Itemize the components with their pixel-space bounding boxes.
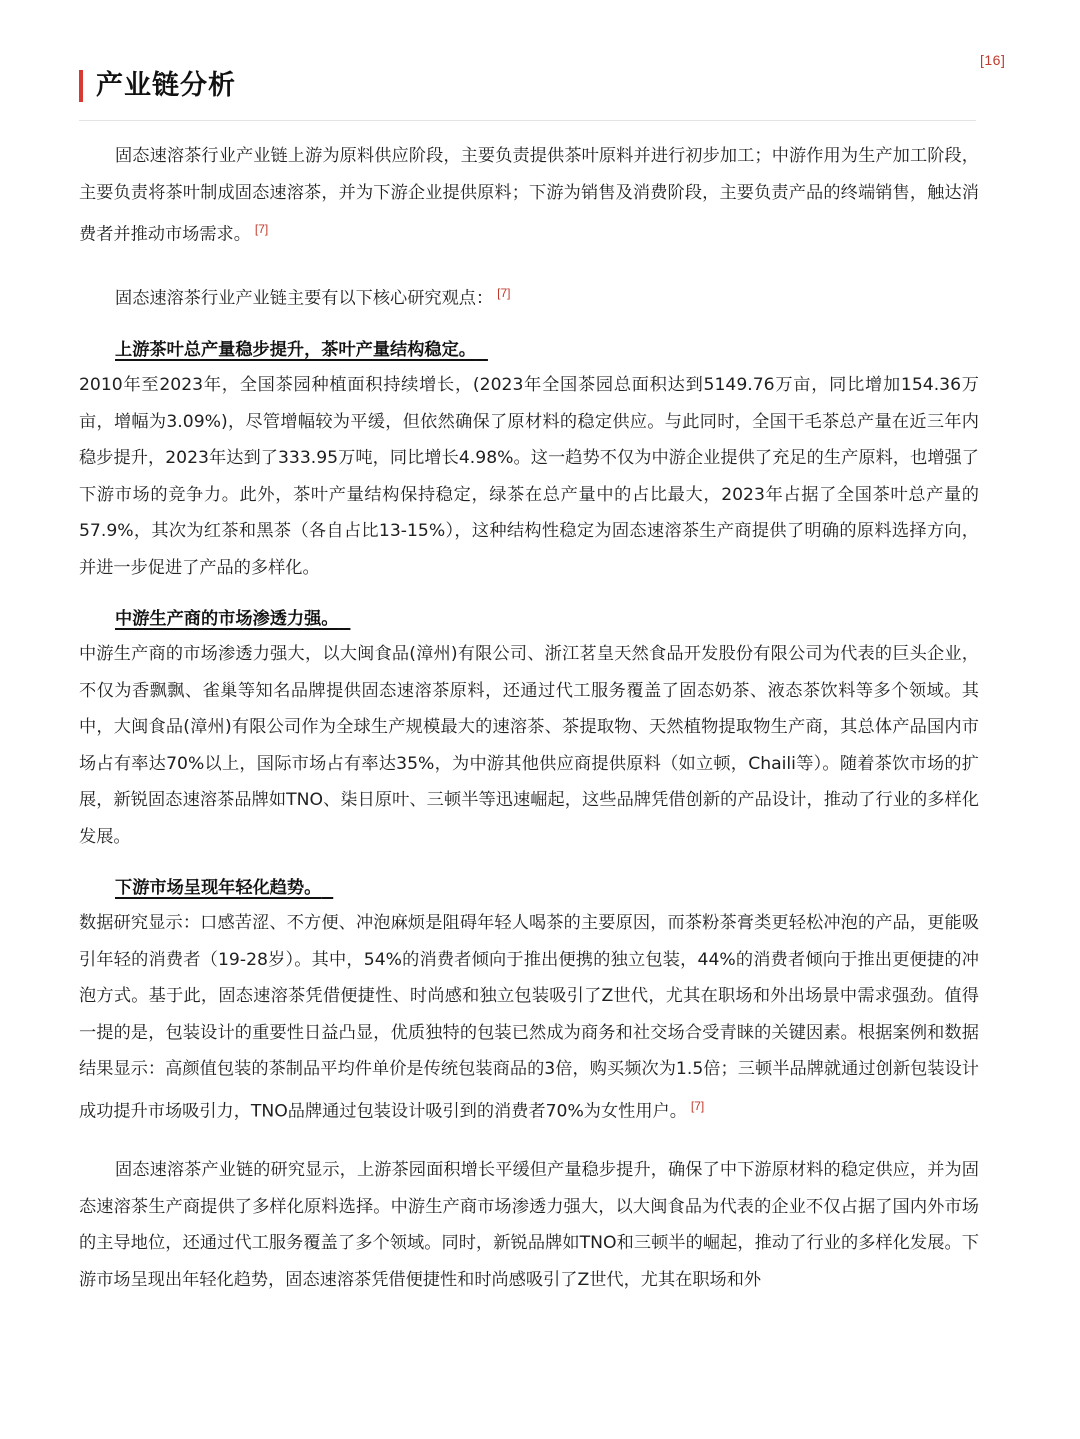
core-views-paragraph [79, 275, 979, 317]
citation-link[interactable]: [7] [497, 286, 511, 301]
section-body-downstream: 数据研究显示：口感苦涩、不方便、冲泡麻烦是阻碍年轻人喝茶的主要原因，而茶粉茶膏类更轻松冲泡的产品，更能吸引年轻的消费者（19-28岁）。其中，54%的消费者倾向于推出便携的独立包装，44%的消费者倾向于推出更便捷的冲泡方式。基于此，固态速溶茶凭借便捷性、时尚感和独立包装吸引了Z世代，尤其在职场和外出场景中需求强劲。值得一提的是，包装设计的重要性日益凸显，优质独特的包装已然成为商务和社交场合受青睐的关键因素。根据案例和数据结果显示：高颜值包装的茶制品平均件单价是传统包装商品的3倍，购买频次为1.5倍；三顿半品牌就通过创新包装设计成功提升市场吸引力，TNO品牌通过包装设计吸引到的消费者70%为女性用户。 [7] [79, 913, 979, 1122]
document-body [79, 138, 979, 1298]
summary-paragraph [79, 1152, 979, 1298]
section-header [79, 66, 976, 121]
intro-text: 固态速溶茶行业产业链上游为原料供应阶段，主要负责提供茶叶原料并进行初步加工；中游作用为生产加工阶段，主要负责将茶叶制成固态速溶茶，并为下游企业提供原料；下游为销售及消费阶段，主要负责产品的终端销售，触达消费者并推动市场需求。 [79, 146, 979, 245]
citation-link[interactable]: [7] [690, 1098, 705, 1113]
page-title: 产业链分析 [96, 70, 236, 101]
section-heading-midstream: 中游生产商的市场渗透力强。 [115, 609, 339, 630]
citation-link[interactable]: [7] [254, 222, 269, 236]
summary-text: 固态速溶茶产业链的研究显示，上游茶园面积增长平缓但产量稳步提升，确保了中下游原材料的稳定供应，并为固态速溶茶生产商提供了多样化原料选择。中游生产商市场渗透力强大，以大闽食品为代表的企业不仅占据了国内外市场的主导地位，还通过代工服务覆盖了多个领域。同时，新锐品牌如TNO和三顿半的崛起，推动了行业的多样化发展。下游市场呈现出年轻化趋势，固态速溶茶凭借便捷性和时尚感吸引了Z世代，尤其在职场和外 [79, 1160, 979, 1290]
section-heading-downstream: 下游市场呈现年轻化趋势。 [115, 878, 322, 899]
section-body-upstream: 2010年至2023年，全国茶园种植面积持续增长，(2023年全国茶园总面积达到5149.76万亩，同比增加154.36万亩，增幅为3.09%)，尽管增幅较为平缓，但依然确保了原材料的稳定供应。与此同时，全国干毛茶总产量在近三年内稳步提升，2023年达到了333.95万吨，同比增长4.98%。这一趋势不仅为中游企业提供了充足的生产原料，也增强了下游市场的竞争力。此外，茶叶产量结构保持稳定，绿茶在总产量中的占比最大，2023年占据了全国茶叶总产量的57.9%，其次为红茶和黑茶（各自占比13-15%），这种结构性稳定为固态速溶茶生产商提供了明确的原料选择方向，并进一步促进了产品的多样化。 [79, 375, 979, 578]
section-heading-upstream: 上游茶叶总产量稳步提升，茶叶产量结构稳定。 [115, 340, 476, 361]
core-views-text: 固态速溶茶行业产业链主要有以下核心研究观点： [115, 288, 494, 309]
intro-paragraph [79, 138, 979, 253]
title-accent-bar [79, 70, 83, 102]
page-reference: [16] [980, 52, 1006, 68]
section-body-midstream: 中游生产商的市场渗透力强大，以大闽食品(漳州)有限公司、浙江茗皇天然食品开发股份有限公司为代表的巨头企业，不仅为香飘飘、雀巢等知名品牌提供固态速溶茶原料，还通过代工服务覆盖了固态奶茶、液态茶饮料等多个领域。其中，大闽食品(漳州)有限公司作为全球生产规模最大的速溶茶、茶提取物、天然植物提取物生产商，其总体产品国内市场占有率达70%以上，国际市场占有率达35%，为中游其他供应商提供原料（如立顿，Chaili等）。随着茶饮市场的扩展，新锐固态速溶茶品牌如TNO、柒日原叶、三顿半等迅速崛起，这些品牌凭借创新的产品设计，推动了行业的多样化发展。 [79, 644, 979, 847]
